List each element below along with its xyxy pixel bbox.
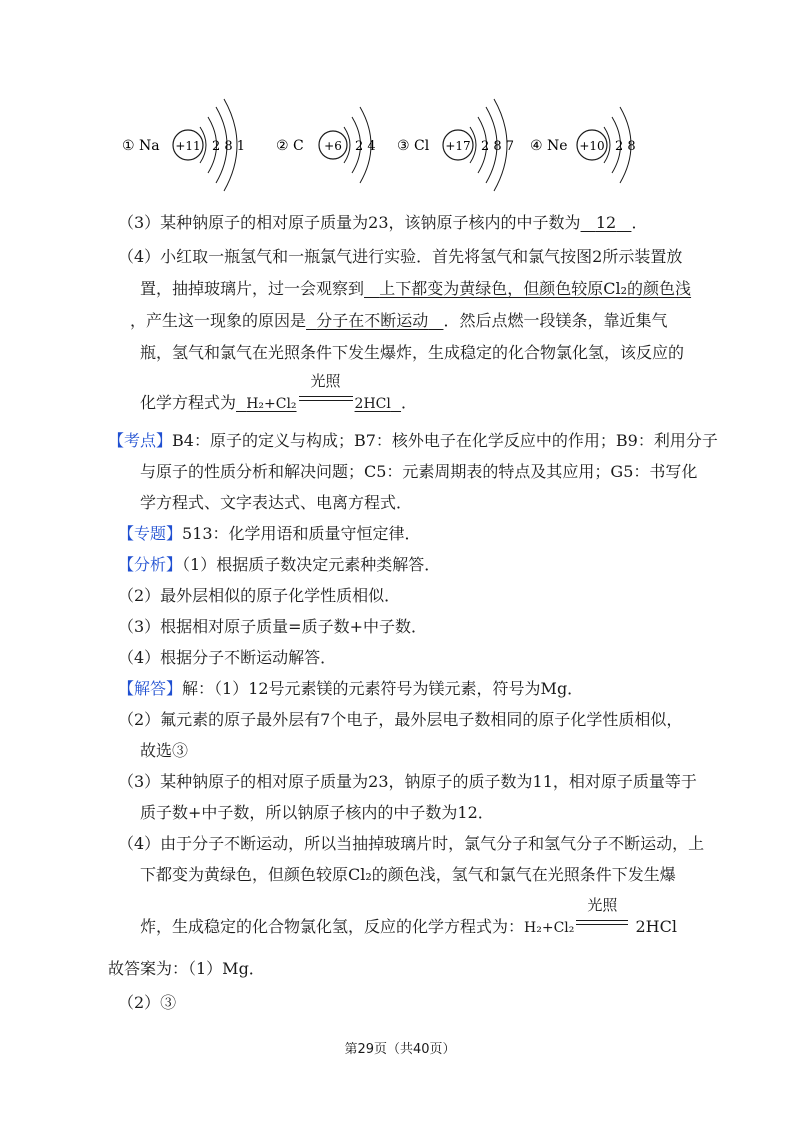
answer-line1: 故答案为：（1）Mg． xyxy=(108,959,265,978)
atom-ne-shells: 2 8 xyxy=(615,139,636,154)
kaodian-tag: 【考点】 xyxy=(108,431,173,450)
jieda-equation-line: 炸，生成稳定的化合物氯化氢，反应的化学方程式为：H₂+Cl₂ 光照 2HCl xyxy=(140,896,677,936)
atom-c-label: ② C xyxy=(276,138,304,154)
atom-c-nucleus: +6 xyxy=(324,139,342,153)
q4-equation-line: 化学方程式为 H₂+Cl₂ 光照 2HCl ． xyxy=(140,372,418,412)
jieda-line1: 【解答】解：（1）12号元素镁的元素符号为镁元素，符号为Mg． xyxy=(118,679,584,698)
atom-cl-label: ③ Cl xyxy=(397,138,430,154)
atom-na-shells: 2 8 1 xyxy=(212,139,246,154)
jieda-line2: （2）氟元素的原子最外层有7个电子，最外层电子数相同的原子化学性质相似， xyxy=(118,710,683,729)
fenxi-line4: （4）根据分子不断运动解答． xyxy=(118,648,337,667)
q4-line4: 瓶，氢气和氯气在光照条件下发生爆炸，生成稳定的化合物氯化氢，该反应的 xyxy=(140,343,685,362)
page-footer: 第29页（共40页） xyxy=(344,1042,456,1057)
fenxi-tag: 【分析】 xyxy=(118,555,183,574)
q3-text: （3）某种钠原子的相对原子质量为23，该钠原子核内的中子数为 xyxy=(118,213,581,232)
kaodian-line2: 与原子的性质分析和解决问题；C5：元素周期表的特点及其应用；G5：书写化 xyxy=(140,462,698,481)
q3-line: （3）某种钠原子的相对原子质量为23，该钠原子核内的中子数为 12 ． xyxy=(118,213,648,232)
q4-reason-answer: 分子在不断运动 xyxy=(316,311,429,330)
q4-line3: ，产生这一现象的原因是 分子在不断运动 ．然后点燃一段镁条，靠近集气 xyxy=(130,311,668,330)
atom-c xyxy=(276,107,376,183)
jieda-eq-condition: 光照 xyxy=(587,896,618,914)
fenxi-line1: 【分析】（1）根据质子数决定元素种类解答． xyxy=(118,555,441,574)
kaodian-line1: 【考点】B4：原子的定义与构成；B7：核外电子在化学反应中的作用；B9：利用分子 xyxy=(108,431,718,450)
jieda-line7: 下都变为黄绿色，但颜色较原Cl₂的颜色浅，氢气和氯气在光照条件下发生爆 xyxy=(140,865,676,884)
jieda-tag: 【解答】 xyxy=(118,679,183,698)
atom-c-shells: 2 4 xyxy=(355,139,376,154)
fenxi-line3: （3）根据相对原子质量=质子数+中子数． xyxy=(118,617,427,636)
atom-na-label: ① Na xyxy=(122,138,160,154)
atom-structure-diagrams xyxy=(100,95,700,195)
q4-line1: （4）小红取一瓶氢气和一瓶氯气进行实验．首先将氢气和氯气按图2所示装置放 xyxy=(118,247,683,266)
atom-cl-nucleus: +17 xyxy=(445,139,471,153)
fenxi-line2: （2）最外层相似的原子化学性质相似． xyxy=(118,586,401,605)
zhuanti-line: 【专题】513：化学用语和质量守恒定律． xyxy=(118,524,421,543)
q3-answer: 12 xyxy=(595,213,617,232)
kaodian-line3: 学方程式、文字表达式、电离方程式． xyxy=(140,493,413,512)
q4-eq-condition: 光照 xyxy=(310,372,341,390)
zhuanti-tag: 【专题】 xyxy=(118,524,183,543)
jieda-line5: 质子数+中子数，所以钠原子核内的中子数为12． xyxy=(140,803,494,822)
jieda-line4: （3）某种钠原子的相对原子质量为23，钠原子的质子数为11，相对原子质量等于 xyxy=(118,772,697,791)
atom-cl xyxy=(397,99,514,191)
atom-ne-label: ④ Ne xyxy=(530,138,568,154)
answer-line2: （2）③ xyxy=(118,993,177,1012)
atom-na-nucleus: +11 xyxy=(175,139,201,153)
q4-line2: 置，抽掉玻璃片，过一会观察到 上下都变为黄绿色，但颜色较原Cl₂的颜色浅 xyxy=(140,279,692,298)
q4-observation-answer: 上下都变为黄绿色，但颜色较原Cl₂的颜色浅 xyxy=(379,279,692,298)
atom-ne xyxy=(530,107,636,183)
q4-equation-answer: H₂+Cl₂ 光照 2HCl xyxy=(246,372,391,412)
atom-ne-nucleus: +10 xyxy=(579,139,605,153)
atom-cl-shells: 2 8 7 xyxy=(481,139,515,154)
jieda-line6: （4）由于分子不断运动，所以当抽掉玻璃片时，氯气分子和氢气分子不断运动，上 xyxy=(118,834,705,853)
atom-na xyxy=(122,99,245,191)
jieda-line3: 故选③ xyxy=(140,741,189,760)
